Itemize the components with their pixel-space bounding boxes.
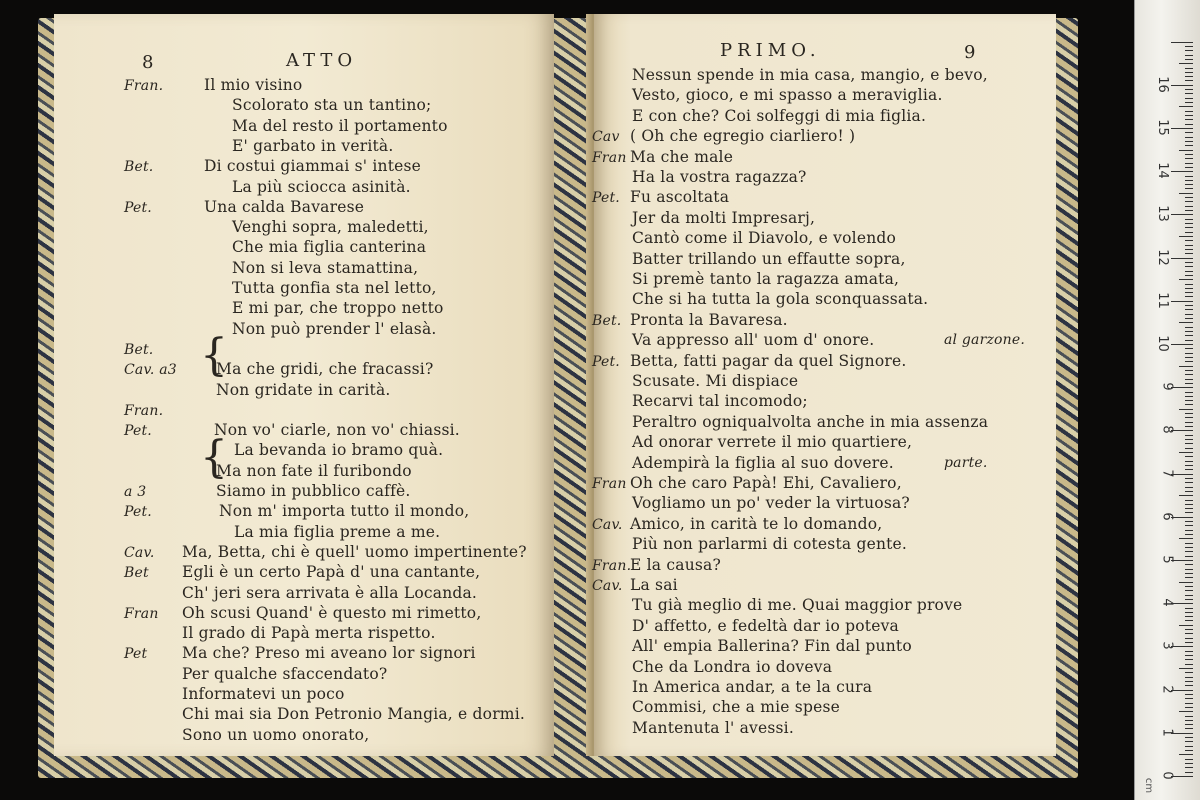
ruler-tick <box>1185 651 1193 652</box>
verse-text: Ma non fate il furibondo <box>216 461 412 480</box>
ruler-number: 6 <box>1159 512 1175 521</box>
ruler-tick <box>1185 435 1193 436</box>
ruler-tick <box>1185 525 1193 526</box>
verse-text: Vogliamo un po' veder la virtuosa? <box>632 494 910 513</box>
verse-text: La sai <box>630 576 678 594</box>
left-running-head: ATTO <box>286 50 358 71</box>
verse-text: La bevanda io bramo quà. <box>234 441 444 460</box>
ruler-tick <box>1185 46 1193 47</box>
ruler-number: 15 <box>1155 119 1171 136</box>
verse-text: Ma del resto il portamento <box>232 116 448 135</box>
ruler-tick <box>1185 318 1193 319</box>
ruler-tick <box>1179 409 1193 410</box>
ruler-tick <box>1185 89 1193 90</box>
verse-text: Ad onorar verrete il mio quartiere, <box>632 433 913 452</box>
ruler-tick <box>1185 448 1193 449</box>
verse-text: D' affetto, e fedeltà dar io poteva <box>632 616 899 635</box>
ruler-tick <box>1185 383 1193 384</box>
speaker-label: Bet. <box>124 341 154 358</box>
verse-text: In America andar, a te la cura <box>632 678 873 696</box>
ruler-number: 12 <box>1155 248 1171 266</box>
verse-text: La più sciocca asinità. <box>232 177 411 196</box>
ruler-tick <box>1179 322 1193 323</box>
speaker-label: Fran. <box>124 402 164 419</box>
ruler-tick <box>1185 76 1193 77</box>
ruler-tick <box>1179 625 1193 626</box>
verse-text: Egli è un certo Papà d' una cantante, <box>182 563 481 582</box>
verse-text: Betta, fatti pagar da quel Signore. <box>630 351 907 370</box>
speaker-label: Pet. <box>124 423 152 440</box>
right-page-number: 9 <box>964 42 976 63</box>
ruler-tick <box>1185 659 1193 660</box>
ruler-tick <box>1185 413 1193 414</box>
ruler-number: 4 <box>1159 598 1175 607</box>
verse-text: Cantò come il Diavolo, e volendo <box>632 229 897 248</box>
verse-text: Scolorato sta un tantino; <box>232 96 432 115</box>
ruler-tick <box>1185 180 1193 181</box>
ruler-tick <box>1179 495 1193 496</box>
ruler-tick <box>1185 707 1193 708</box>
ruler-tick <box>1185 750 1193 751</box>
ruler-tick <box>1185 491 1193 492</box>
stage-direction: parte. <box>944 454 988 471</box>
ruler-tick <box>1185 547 1193 548</box>
ruler-tick <box>1185 245 1193 246</box>
verse-text: Che mia figlia canterina <box>232 238 427 257</box>
ruler-tick <box>1185 210 1193 211</box>
ruler-tick <box>1185 115 1193 116</box>
speaker-label: Pet <box>124 646 148 663</box>
left-page <box>54 14 554 756</box>
ruler-tick <box>1171 85 1193 86</box>
verse-text: Pronta la Bavaresa. <box>630 310 788 329</box>
speaker-label: Pet. <box>124 199 152 216</box>
ruler-tick <box>1185 728 1193 729</box>
ruler-number: 1 <box>1159 728 1175 737</box>
ruler-tick <box>1185 305 1193 306</box>
verse-text: Sono un uomo onorato, <box>182 725 370 744</box>
ruler-tick <box>1185 124 1193 125</box>
ruler-tick <box>1179 538 1193 539</box>
ruler-tick <box>1179 236 1193 237</box>
ruler-tick <box>1185 461 1193 462</box>
ruler-tick <box>1185 772 1193 773</box>
speaker-label: Fran <box>592 476 627 492</box>
ruler-tick <box>1185 482 1193 483</box>
verse-text: Peraltro ogniqualvolta anche in mia assenza <box>632 412 989 431</box>
ruler-tick <box>1185 616 1193 617</box>
ruler-tick <box>1171 301 1193 302</box>
verse-text: Batter trillando un effautte sopra, <box>632 249 906 268</box>
ruler-tick <box>1185 379 1193 380</box>
verse-text: Ch' jeri sera arrivata è alla Locanda. <box>182 583 478 602</box>
ruler-tick <box>1171 42 1193 43</box>
ruler-tick <box>1185 55 1193 56</box>
right-page <box>594 14 1056 756</box>
speaker-label: Bet. <box>592 312 622 329</box>
ruler-tick <box>1185 232 1193 233</box>
ruler-tick <box>1185 543 1193 544</box>
ruler-tick <box>1185 102 1193 103</box>
ruler-tick <box>1185 284 1193 285</box>
ruler-tick <box>1185 720 1193 721</box>
ruler-tick <box>1185 672 1193 673</box>
verse-text: Mantenuta l' avessi. <box>632 718 794 737</box>
verse-text: Il mio visino <box>204 76 303 94</box>
ruler-tick <box>1185 504 1193 505</box>
ruler-tick <box>1171 344 1193 345</box>
ruler-tick <box>1171 128 1193 129</box>
ruler-tick <box>1185 163 1193 164</box>
ruler-tick <box>1185 716 1193 717</box>
verse-text: E' garbato in verità. <box>232 136 394 155</box>
ruler-tick <box>1185 487 1193 488</box>
speaker-label: Bet. <box>124 159 154 176</box>
speaker-label: Cav <box>592 129 620 146</box>
ruler-tick <box>1185 271 1193 272</box>
ruler-tick <box>1185 638 1193 639</box>
ruler-tick <box>1185 111 1193 112</box>
ruler-number: 9 <box>1159 382 1175 391</box>
verse-text: Una calda Bavarese <box>204 197 365 216</box>
verse-text: Ma, Betta, chi è quell' uomo impertinente? <box>182 542 527 561</box>
ruler-tick <box>1185 612 1193 613</box>
ruler-tick <box>1185 348 1193 349</box>
ruler-tick <box>1185 266 1193 267</box>
ruler-tick <box>1179 193 1193 194</box>
ruler-tick <box>1185 737 1193 738</box>
ruler-tick <box>1185 759 1193 760</box>
verse-text: Più non parlarmi di cotesta gente. <box>632 535 908 554</box>
ruler-number: 10 <box>1155 335 1171 352</box>
ruler-tick <box>1185 167 1193 168</box>
ruler-number: 5 <box>1159 555 1175 564</box>
verse-text: Ma che? Preso mi aveano lor signori <box>182 644 476 663</box>
ruler-number: 16 <box>1155 76 1171 93</box>
ruler-tick <box>1185 465 1193 466</box>
verse-text: E la causa? <box>630 555 721 574</box>
verse-text: Adempirà la figlia al suo dovere. <box>632 453 894 472</box>
ruler-tick <box>1185 521 1193 522</box>
ruler-tick <box>1185 685 1193 686</box>
ruler-tick <box>1185 396 1193 397</box>
ruler-number: 2 <box>1159 684 1175 694</box>
ruler-tick <box>1185 508 1193 509</box>
ruler-tick <box>1185 262 1193 263</box>
ruler-tick <box>1185 703 1193 704</box>
ruler-tick <box>1185 573 1193 574</box>
ruler-tick <box>1185 240 1193 241</box>
ruler-tick <box>1185 599 1193 600</box>
verse-text: Tutta gonfia sta nel letto, <box>232 279 437 297</box>
ruler-tick <box>1179 711 1193 712</box>
ruler-tick <box>1185 404 1193 405</box>
speaker-label: Fran <box>124 605 159 622</box>
right-running-head: PRIMO. <box>720 40 821 61</box>
ruler-tick <box>1185 141 1193 142</box>
ruler-tick <box>1179 150 1193 151</box>
measuring-ruler <box>1134 0 1200 800</box>
verse-text: Il grado di Papà merta rispetto. <box>182 624 436 643</box>
ruler-tick <box>1185 564 1193 565</box>
ruler-tick <box>1185 184 1193 185</box>
ruler-tick <box>1185 223 1193 224</box>
verse-text: Commisi, che a mie spese <box>632 698 840 717</box>
ruler-number: 3 <box>1159 641 1175 651</box>
ruler-tick <box>1185 340 1193 341</box>
ruler-tick <box>1185 530 1193 531</box>
ruler-tick <box>1179 279 1193 280</box>
ruler-tick <box>1185 422 1193 423</box>
ruler-tick <box>1185 439 1193 440</box>
speaker-label: Bet <box>124 565 149 582</box>
verse-text: Tu già meglio di me. Quai maggior prove <box>632 596 963 615</box>
ruler-tick <box>1179 754 1193 755</box>
ruler-tick <box>1185 677 1193 678</box>
ruler-tick <box>1171 258 1193 259</box>
ruler-tick <box>1185 314 1193 315</box>
ruler-tick <box>1185 681 1193 682</box>
ruler-tick <box>1185 59 1193 60</box>
verse-text: Venghi sopra, maledetti, <box>232 218 429 237</box>
ruler-tick <box>1185 724 1193 725</box>
ruler-tick <box>1185 741 1193 742</box>
verse-text: Nessun spende in mia casa, mangio, e bevo, <box>632 66 988 84</box>
verse-text: Ma che male <box>630 147 734 166</box>
ruler-tick <box>1185 551 1193 552</box>
verse-text: Oh scusi Quand' è questo mi rimetto, <box>182 603 482 622</box>
ruler-tick <box>1185 288 1193 289</box>
verse-text: Ma che gridi, che fracassi? <box>216 360 434 379</box>
speaker-label: Cav. <box>592 578 623 594</box>
ruler-tick <box>1185 426 1193 427</box>
ruler-tick <box>1179 366 1193 367</box>
ruler-tick <box>1185 68 1193 69</box>
ruler-tick <box>1179 106 1193 107</box>
ruler-tick <box>1185 698 1193 699</box>
ruler-tick <box>1185 353 1193 354</box>
ruler-tick <box>1185 556 1193 557</box>
ruler-tick <box>1179 668 1193 669</box>
verse-text: Oh che caro Papà! Ehi, Cavaliero, <box>630 474 902 492</box>
ruler-tick <box>1185 608 1193 609</box>
brace-mark: { <box>200 330 228 381</box>
ruler-tick <box>1185 767 1193 768</box>
verse-text: Chi mai sia Don Petronio Mangia, e dormi. <box>182 705 525 724</box>
ruler-tick <box>1185 93 1193 94</box>
ruler-number: 8 <box>1159 425 1175 435</box>
ruler-tick <box>1185 227 1193 228</box>
ruler-unit: cm <box>1143 777 1155 794</box>
ruler-tick <box>1185 309 1193 310</box>
verse-text: Non può prender l' elasà. <box>232 319 437 338</box>
ruler-tick <box>1185 512 1193 513</box>
ruler-tick <box>1185 335 1193 336</box>
verse-text: Siamo in pubblico caffè. <box>216 482 411 500</box>
speaker-label: Cav. <box>124 544 155 561</box>
ruler-tick <box>1185 145 1193 146</box>
ruler-tick <box>1185 586 1193 587</box>
ruler-tick <box>1185 620 1193 621</box>
ruler-tick <box>1185 176 1193 177</box>
speaker-label: Cav. <box>592 516 623 533</box>
left-page-number: 8 <box>142 52 154 73</box>
ruler-tick <box>1185 188 1193 189</box>
ruler-tick <box>1185 694 1193 695</box>
ruler-tick <box>1185 50 1193 51</box>
verse-text: Che si ha tutta la gola sconquassata. <box>632 290 929 309</box>
ruler-number: 13 <box>1155 205 1171 223</box>
ruler-number: 14 <box>1155 162 1171 179</box>
verse-text: E con che? Coi solfeggi di mia figlia. <box>632 106 927 125</box>
brace-mark: { <box>200 432 228 483</box>
ruler-number: 11 <box>1155 292 1171 309</box>
ruler-tick <box>1185 763 1193 764</box>
ruler-tick <box>1185 331 1193 332</box>
ruler-tick <box>1185 361 1193 362</box>
ruler-tick <box>1185 201 1193 202</box>
ruler-number: 7 <box>1159 468 1175 478</box>
ruler-tick <box>1185 374 1193 375</box>
ruler-tick <box>1185 642 1193 643</box>
verse-text: Non vo' ciarle, non vo' chiassi. <box>214 421 460 440</box>
ruler-tick <box>1185 370 1193 371</box>
ruler-tick <box>1185 219 1193 220</box>
speaker-label: Pet. <box>124 504 152 521</box>
verse-text: Fu ascoltata <box>630 188 730 207</box>
speaker-label: Fran <box>592 149 627 166</box>
ruler-tick <box>1185 154 1193 155</box>
stage-direction: al garzone. <box>944 332 1026 349</box>
verse-text: Che da Londra io doveva <box>632 657 833 676</box>
ruler-tick <box>1185 629 1193 630</box>
verse-text: Recarvi tal incomodo; <box>632 392 808 411</box>
ruler-number: 0 <box>1159 771 1175 780</box>
ruler-tick <box>1185 357 1193 358</box>
verse-text: Si premè tanto la ragazza amata, <box>632 270 900 288</box>
verse-text: Per qualche sfaccendato? <box>182 664 388 683</box>
verse-text: Vesto, gioco, e mi spasso a meraviglia. <box>632 86 943 105</box>
ruler-tick <box>1179 63 1193 64</box>
ruler-tick <box>1185 292 1193 293</box>
ruler-tick <box>1185 137 1193 138</box>
speaker-label: Pet. <box>592 190 620 207</box>
ruler-tick <box>1185 664 1193 665</box>
ruler-tick <box>1185 443 1193 444</box>
speaker-label: Pet. <box>592 353 620 370</box>
ruler-tick <box>1185 206 1193 207</box>
verse-text: Non m' importa tutto il mondo, <box>219 502 470 521</box>
speaker-label: Fran. <box>124 78 164 94</box>
ruler-tick <box>1171 171 1193 172</box>
ruler-tick <box>1185 469 1193 470</box>
verse-text: Jer da molti Impresarj, <box>632 208 816 227</box>
ruler-tick <box>1185 500 1193 501</box>
verse-text: Non gridate in carità. <box>216 380 391 399</box>
verse-text: Amico, in carità te lo domando, <box>630 514 883 533</box>
verse-text: ( Oh che egregio ciarliero! ) <box>630 127 856 146</box>
ruler-tick <box>1185 590 1193 591</box>
verse-text: Di costui giammai s' intese <box>204 157 422 176</box>
ruler-tick <box>1185 456 1193 457</box>
ruler-tick <box>1185 400 1193 401</box>
ruler-tick <box>1171 214 1193 215</box>
ruler-tick <box>1185 197 1193 198</box>
ruler-tick <box>1185 595 1193 596</box>
ruler-tick <box>1185 158 1193 159</box>
ruler-tick <box>1185 132 1193 133</box>
ruler-tick <box>1185 478 1193 479</box>
ruler-tick <box>1185 249 1193 250</box>
verse-text: All' empia Ballerina? Fin dal punto <box>632 637 912 656</box>
ruler-tick <box>1185 296 1193 297</box>
verse-text: Non si leva stamattina, <box>232 258 419 277</box>
speaker-label: Cav. a3 <box>124 362 177 379</box>
verse-text: Ha la vostra ragazza? <box>632 168 807 186</box>
ruler-tick <box>1185 253 1193 254</box>
verse-text: Informatevi un poco <box>182 685 345 703</box>
speaker-label: a 3 <box>124 484 147 500</box>
ruler-tick <box>1179 452 1193 453</box>
verse-text: Scusate. Mi dispiace <box>632 372 799 390</box>
ruler-tick <box>1185 746 1193 747</box>
ruler-tick <box>1185 577 1193 578</box>
verse-text: La mia figlia preme a me. <box>234 522 441 541</box>
ruler-tick <box>1185 655 1193 656</box>
ruler-tick <box>1185 80 1193 81</box>
verse-text: E mi par, che troppo netto <box>232 299 444 318</box>
ruler-tick <box>1185 569 1193 570</box>
speaker-label: Fran. <box>592 557 632 574</box>
ruler-tick <box>1185 275 1193 276</box>
ruler-tick <box>1185 98 1193 99</box>
ruler-tick <box>1185 392 1193 393</box>
verse-text: Va appresso all' uom d' onore. <box>632 331 875 350</box>
ruler-tick <box>1179 582 1193 583</box>
ruler-tick <box>1185 417 1193 418</box>
ruler-tick <box>1185 327 1193 328</box>
ruler-tick <box>1185 633 1193 634</box>
ruler-tick <box>1185 119 1193 120</box>
ruler-tick <box>1185 72 1193 73</box>
ruler-tick <box>1185 534 1193 535</box>
